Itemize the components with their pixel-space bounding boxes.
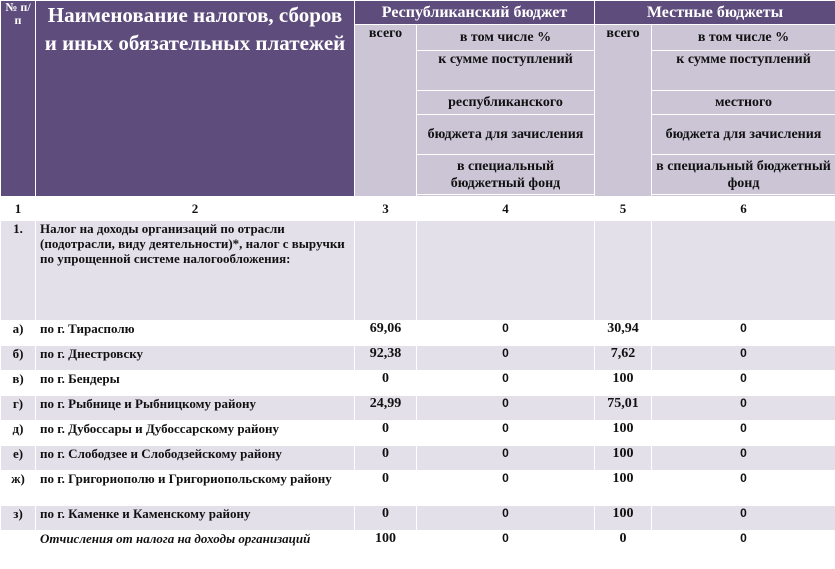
group-empty-6 bbox=[652, 221, 835, 321]
republican-pct-value: 0 bbox=[417, 346, 595, 371]
local-total-value: 100 bbox=[595, 371, 652, 396]
row-index: в) bbox=[1, 371, 36, 396]
republican-total-value: 0 bbox=[355, 421, 417, 446]
table-row bbox=[1, 396, 835, 421]
local-pct-value: 0 bbox=[652, 371, 835, 396]
row-name: по г. Григориополю и Григориопольскому району bbox=[36, 471, 355, 506]
row-name: по г. Днестровску bbox=[36, 346, 355, 371]
local-including-pct-header: в том числе % bbox=[652, 25, 835, 51]
table-row bbox=[1, 421, 835, 446]
row-index: з) bbox=[1, 506, 36, 531]
local-total-value: 7,62 bbox=[595, 346, 652, 371]
local-pct-value: 0 bbox=[652, 346, 835, 371]
republican-total-value: 0 bbox=[355, 446, 417, 471]
republican-total-value: 69,06 bbox=[355, 321, 417, 346]
local-total-value: 100 bbox=[595, 506, 652, 531]
table-row bbox=[1, 471, 835, 506]
local-total-value: 100 bbox=[595, 421, 652, 446]
row-name: по г. Каменке и Каменскому району bbox=[36, 506, 355, 531]
republican-to-sum-header: к сумме поступлений bbox=[417, 51, 595, 91]
local-special-fund-header: в специальный бюджетный фонд bbox=[652, 155, 835, 195]
row-name: по г. Тирасполю bbox=[36, 321, 355, 346]
row-name: по г. Слободзее и Слободзейскому району bbox=[36, 446, 355, 471]
local-budgets-header: Местные бюджеты bbox=[595, 1, 835, 25]
republican-budget-subheader: республиканского bbox=[417, 91, 595, 115]
republican-special-fund-header: в специальный бюджетный фонд bbox=[417, 155, 595, 195]
local-total-value: 100 bbox=[595, 446, 652, 471]
row-number-header: № п/п bbox=[1, 1, 36, 197]
local-pct-value: 0 bbox=[652, 421, 835, 446]
local-credit-header: бюджета для зачисления bbox=[652, 115, 835, 155]
col-number-2: 2 bbox=[36, 197, 355, 221]
local-total-value: 100 bbox=[595, 471, 652, 506]
local-budget-subheader: местного bbox=[652, 91, 835, 115]
tax-name-header: Наименование налогов, сборов и иных обязательных платежей bbox=[36, 1, 355, 197]
group-empty-4 bbox=[417, 221, 595, 321]
local-pct-value: 0 bbox=[652, 446, 835, 471]
local-pct-value: 0 bbox=[652, 321, 835, 346]
row-name: по г. Рыбнице и Рыбницкому району bbox=[36, 396, 355, 421]
republican-total-value: 92,38 bbox=[355, 346, 417, 371]
republican-total-header: всего bbox=[355, 25, 417, 197]
republican-pct-value: 0 bbox=[417, 321, 595, 346]
local-pct-value: 0 bbox=[652, 396, 835, 421]
row-index: д) bbox=[1, 421, 36, 446]
republican-pct-value: 0 bbox=[417, 446, 595, 471]
republican-pct-value: 0 bbox=[417, 506, 595, 531]
row-name: по г. Бендеры bbox=[36, 371, 355, 396]
group-empty-3 bbox=[355, 221, 417, 321]
republican-pct-value: 0 bbox=[417, 421, 595, 446]
table-row bbox=[1, 346, 835, 371]
local-total-header: всего bbox=[595, 25, 652, 197]
republican-including-pct-header: в том числе % bbox=[417, 25, 595, 51]
republican-pct-value: 0 bbox=[417, 471, 595, 506]
footer-name: Отчисления от налога на доходы организаций bbox=[36, 531, 355, 567]
local-total-value: 75,01 bbox=[595, 396, 652, 421]
republican-pct-value: 0 bbox=[417, 371, 595, 396]
row-index: е) bbox=[1, 446, 36, 471]
republican-pct-value: 0 bbox=[417, 396, 595, 421]
footer-local-total: 0 bbox=[595, 531, 652, 567]
group-row bbox=[1, 221, 835, 321]
local-to-sum-header: к сумме поступлений bbox=[652, 51, 835, 91]
footer-republican-pct: 0 bbox=[417, 531, 595, 567]
col-number-5: 5 bbox=[595, 197, 652, 221]
republican-total-value: 24,99 bbox=[355, 396, 417, 421]
local-pct-value: 0 bbox=[652, 506, 835, 531]
col-number-3: 3 bbox=[355, 197, 417, 221]
table-row bbox=[1, 371, 835, 396]
table-row bbox=[1, 321, 835, 346]
local-pct-value: 0 bbox=[652, 471, 835, 506]
table-row bbox=[1, 446, 835, 471]
col-number-4: 4 bbox=[417, 197, 595, 221]
republican-total-value: 0 bbox=[355, 371, 417, 396]
republican-total-value: 0 bbox=[355, 506, 417, 531]
row-index: б) bbox=[1, 346, 36, 371]
local-total-value: 30,94 bbox=[595, 321, 652, 346]
table-row bbox=[1, 506, 835, 531]
column-number-row bbox=[1, 197, 835, 221]
republican-total-value: 0 bbox=[355, 471, 417, 506]
group-name: Налог на доходы организаций по отрасли (подотрасли, виду деятельности)*, налог с выручки по упрощенной системе налогообложения: bbox=[36, 221, 355, 321]
row-name: по г. Дубоссары и Дубоссарскому району bbox=[36, 421, 355, 446]
group-index: 1. bbox=[1, 221, 36, 321]
row-index: а) bbox=[1, 321, 36, 346]
footer-local-pct: 0 bbox=[652, 531, 835, 567]
footer-republican-total: 100 bbox=[355, 531, 417, 567]
footer-index bbox=[1, 531, 36, 567]
row-index: ж) bbox=[1, 471, 36, 506]
col-number-1: 1 bbox=[1, 197, 36, 221]
republican-credit-header: бюджета для зачисления bbox=[417, 115, 595, 155]
footer-row bbox=[1, 531, 835, 567]
row-index: г) bbox=[1, 396, 36, 421]
republican-budget-header: Республиканский бюджет bbox=[355, 1, 595, 25]
group-empty-5 bbox=[595, 221, 652, 321]
col-number-6: 6 bbox=[652, 197, 835, 221]
